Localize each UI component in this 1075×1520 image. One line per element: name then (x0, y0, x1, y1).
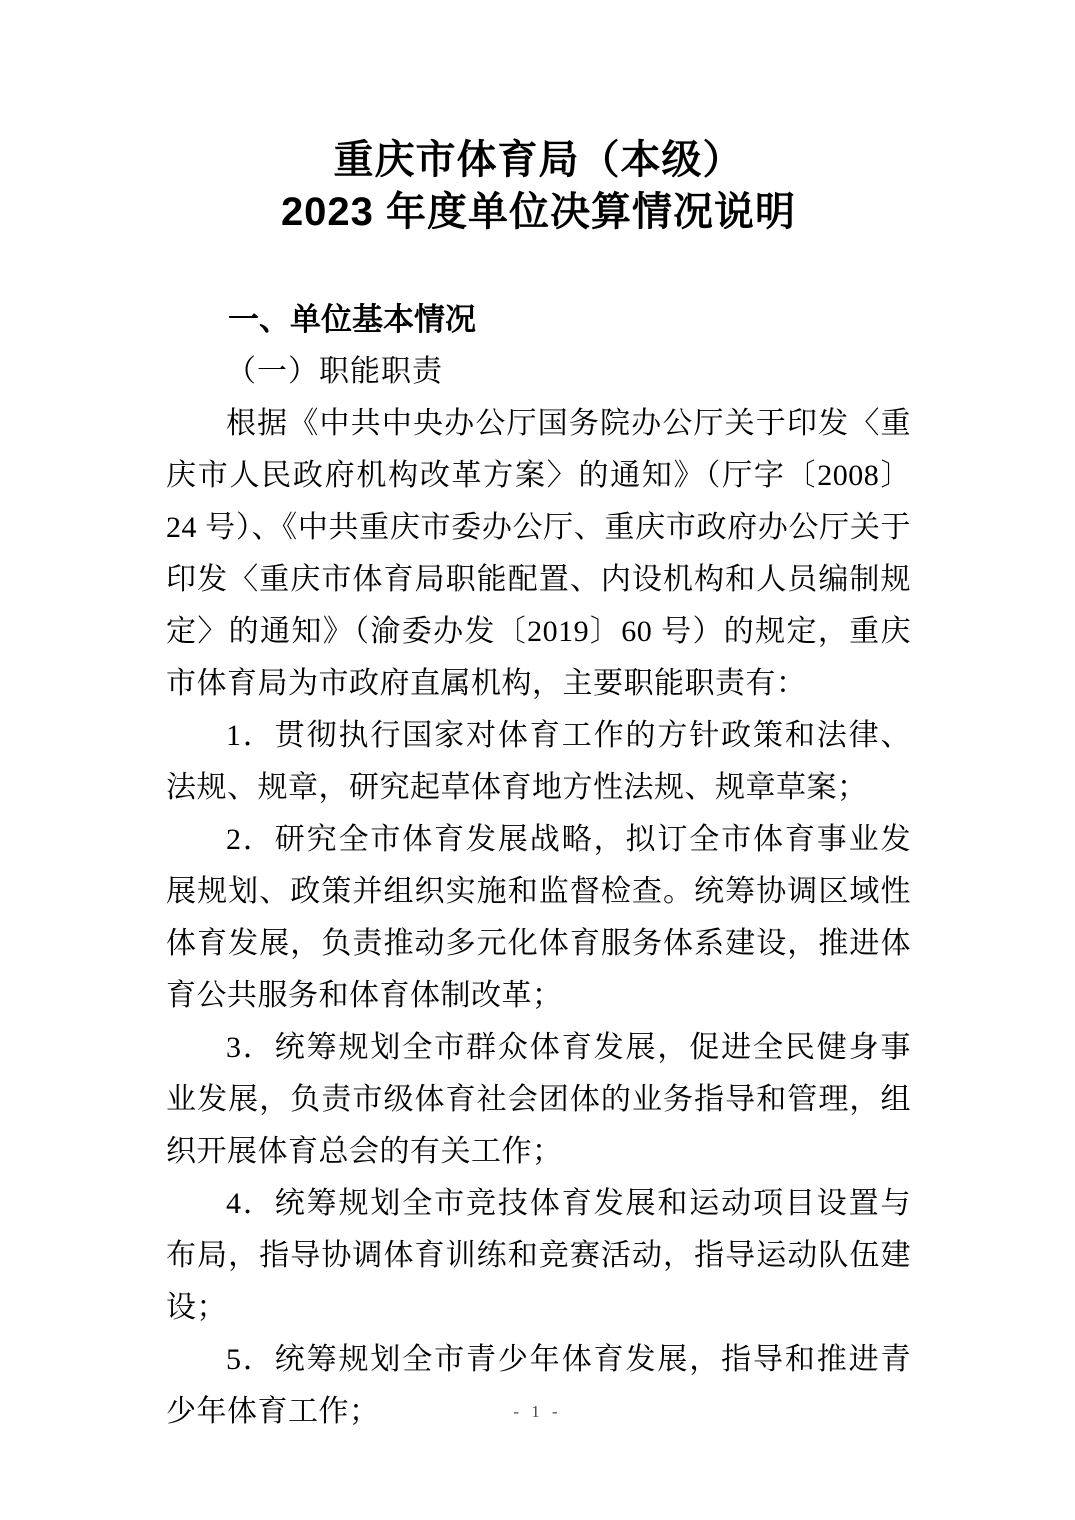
body-paragraph: 1．贯彻执行国家对体育工作的方针政策和法律、法规、规章，研究起草体育地方性法规、规章草案； (166, 719, 911, 804)
page-number: - 1 - (513, 1402, 562, 1421)
section-heading-basic-info: 一、单位基本情况 (228, 302, 476, 337)
doc-title-line1: 重庆市体育局（本级） (333, 138, 744, 182)
body-paragraph: 根据《中共中央办公厅国务院办公厅关于印发〈重庆市人民政府机构改革方案〉的通知》（厅字〔2008〕24 号）、《中共重庆市委办公厅、重庆市政府办公厅关于印发〈重庆市体育局职能配置、内设机构和人员编制规定〉的通知》（渝委办发〔2019〕60 号）的规定，重庆市体育局为市政府直属机构，主要职能职责有： (166, 407, 911, 700)
body-paragraph: 5．统筹规划全市青少年体育发展，指导和推进青少年体育工作； (166, 1343, 911, 1428)
body-paragraph: 3．统筹规划全市群众体育发展，促进全民健身事业发展，负责市级体育社会团体的业务指导和管理，组织开展体育总会的有关工作； (166, 1031, 911, 1168)
body-paragraph: 4．统筹规划全市竞技体育发展和运动项目设置与布局，指导协调体育训练和竞赛活动，指导运动队伍建设； (166, 1187, 911, 1324)
subsection-heading-duties: （一）职能职责 (226, 355, 443, 388)
body-paragraph: 2．研究全市体育发展战略，拟订全市体育事业发展规划、政策并组织实施和监督检查。统筹协调区域性体育发展，负责推动多元化体育服务体系建设，推进体育公共服务和体育体制改革； (166, 823, 911, 1012)
doc-title-line2: 2023 年度单位决算情况说明 (280, 190, 797, 234)
document-content (166, 0, 911, 1438)
